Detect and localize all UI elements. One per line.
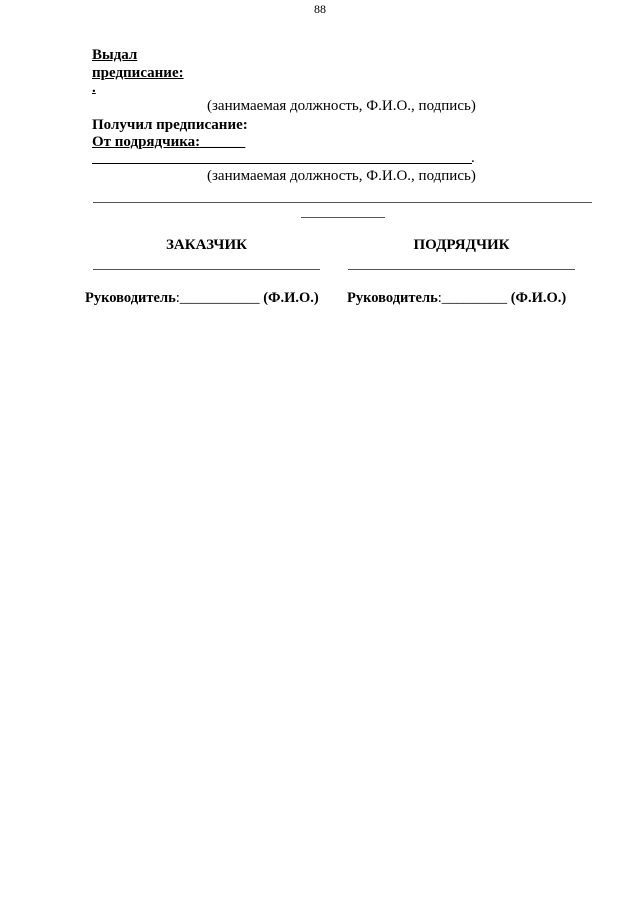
customer-role: Руководитель [85, 290, 176, 306]
received-label: Получил предписание: [92, 117, 248, 133]
issued-label-line1: Выдал [92, 47, 138, 63]
customer-fio: (Ф.И.О.) [263, 290, 319, 306]
contractor-signature [347, 290, 566, 307]
from-contractor-label: От подрядчика:______ [92, 134, 246, 150]
issued-dot: . [92, 80, 96, 96]
contractor-signature-blank: :_________ [437, 290, 508, 306]
short-separator-line [301, 217, 385, 218]
issued-label-line2: предписание: [92, 65, 184, 81]
contractor-role: Руководитель [347, 290, 438, 306]
received-signature-line [92, 163, 472, 164]
page-number: 88 [314, 2, 326, 16]
customer-signature [85, 290, 319, 307]
received-dot: . [471, 150, 475, 166]
contractor-fio: (Ф.И.О.) [510, 290, 567, 306]
contractor-org-line [348, 269, 575, 270]
separator-line [93, 202, 592, 203]
customer-org-line [93, 269, 320, 270]
contractor-heading: ПОДРЯДЧИК [413, 237, 510, 253]
customer-heading: ЗАКАЗЧИК [166, 237, 247, 253]
received-note: (занимаемая должность, Ф.И.О., подпись) [207, 168, 476, 184]
issued-note: (занимаемая должность, Ф.И.О., подпись) [207, 98, 476, 114]
customer-signature-blank: :___________ [175, 290, 260, 306]
